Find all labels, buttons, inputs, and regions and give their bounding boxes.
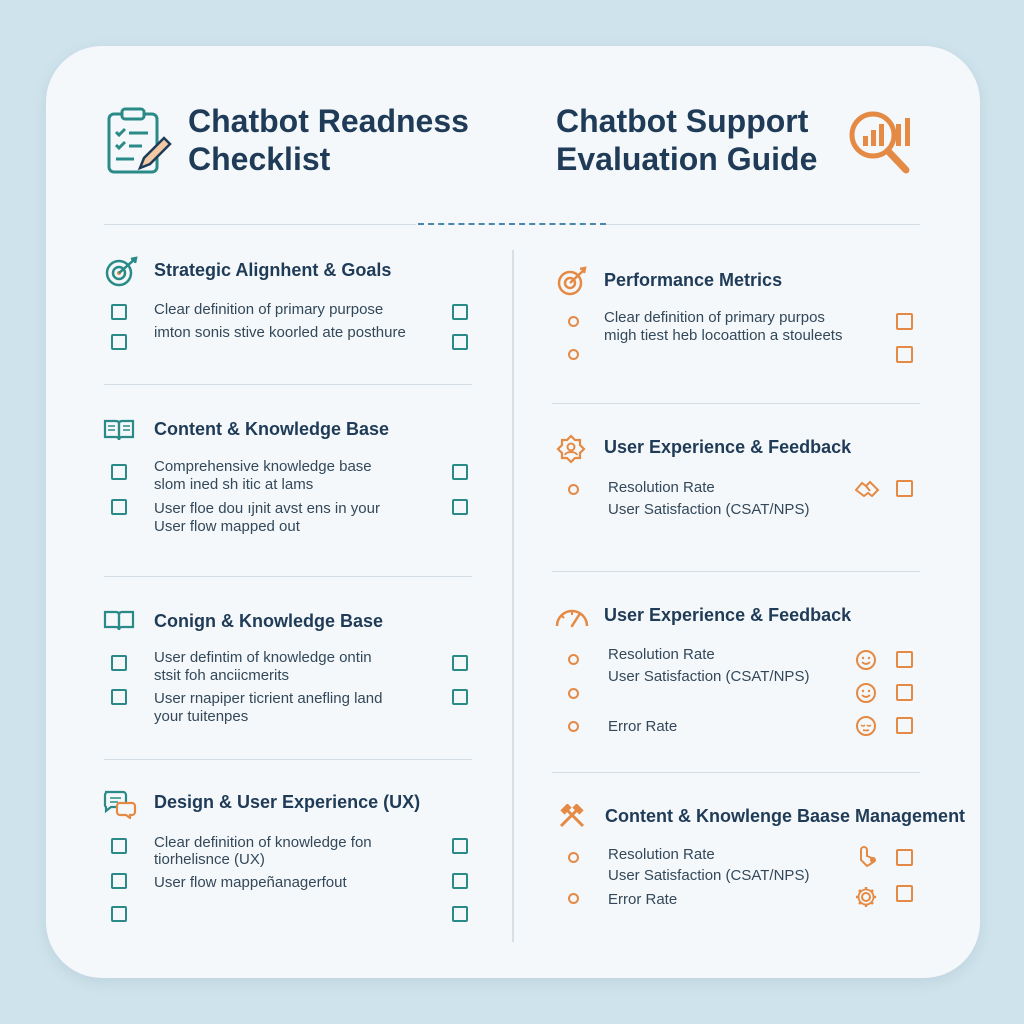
left-s4-item1a: Clear definition of knowledge fon: [154, 834, 372, 851]
smile-face-icon: [855, 649, 877, 671]
bullet-dot: [568, 852, 579, 863]
header-divider-right: [606, 224, 920, 225]
target-icon: [556, 266, 588, 298]
neutral-face-icon: [855, 715, 877, 737]
left-s3-item2b: your tuitenpes: [154, 708, 249, 725]
user-badge-icon: [556, 434, 586, 464]
tools-icon: [556, 804, 588, 830]
right-s1-item1b: migh tiest heb locoattion a stouleets: [604, 327, 843, 344]
right-s3-item2: User Satisfaction (CSAT/NPS): [608, 668, 810, 685]
checkbox[interactable]: [896, 684, 913, 701]
clipboard-checklist-icon: [104, 106, 172, 178]
section-divider: [552, 772, 920, 773]
checkbox[interactable]: [111, 873, 127, 889]
right-s4-item3: Error Rate: [608, 891, 678, 908]
checkbox[interactable]: [111, 655, 127, 671]
checkbox[interactable]: [452, 304, 468, 320]
right-s2-item1: Resolution Rate: [608, 479, 715, 496]
left-section-2-title: Content & Knowledge Base: [154, 419, 390, 439]
checkbox[interactable]: [452, 499, 468, 515]
checkbox[interactable]: [452, 655, 468, 671]
left-s2-item2b: User flow mapped out: [154, 518, 300, 535]
checkbox[interactable]: [896, 885, 913, 902]
chat-bubbles-icon: [102, 789, 138, 819]
bullet-dot: [568, 316, 579, 327]
checkbox[interactable]: [896, 651, 913, 668]
checkbox[interactable]: [111, 838, 127, 854]
checkbox[interactable]: [452, 838, 468, 854]
section-divider: [552, 571, 920, 572]
bullet-dot: [568, 484, 579, 495]
checkbox[interactable]: [896, 717, 913, 734]
checkbox[interactable]: [896, 480, 913, 497]
checkbox[interactable]: [452, 689, 468, 705]
checkbox[interactable]: [111, 689, 127, 705]
bullet-dot: [568, 688, 579, 699]
section-divider: [104, 384, 472, 385]
right-s3-item3: Error Rate: [608, 718, 678, 735]
section-divider: [104, 759, 472, 760]
open-book-icon: [103, 418, 135, 442]
magnifier-chart-icon: [846, 108, 918, 178]
gear-icon: [855, 886, 877, 908]
checkbox[interactable]: [452, 334, 468, 350]
checkbox[interactable]: [111, 334, 127, 350]
bullet-dot: [568, 893, 579, 904]
right-section-4-title: Content & Knowlenge Baase Management: [605, 806, 966, 826]
book-icon: [103, 610, 135, 632]
left-s2-item1b: slom ined sh itic at lams: [154, 476, 314, 493]
left-title: [188, 102, 469, 178]
right-title: [556, 102, 817, 178]
left-section-3-title: Conign & Knowledge Base: [154, 611, 384, 631]
right-s4-item1: Resolution Rate: [608, 846, 715, 863]
checkbox[interactable]: [111, 304, 127, 320]
right-s2-item2: User Satisfaction (CSAT/NPS): [608, 501, 810, 518]
handshake-icon: [854, 478, 880, 500]
left-s1-item2: imton sonis stive koorled ate posthure: [154, 324, 406, 341]
right-s3-item1: Resolution Rate: [608, 646, 715, 663]
bullet-dot: [568, 721, 579, 732]
checkbox[interactable]: [452, 464, 468, 480]
right-section-3-title: User Experience & Feedback: [604, 605, 852, 625]
left-s3-item1b: stsit foh anciicmerits: [154, 667, 290, 684]
left-s4-item1b: tiorhelisnce (UX): [154, 851, 265, 868]
section-divider: [104, 576, 472, 577]
checkbox[interactable]: [896, 849, 913, 866]
left-title-line2: Checklist: [188, 141, 331, 177]
header-divider-dashed: [418, 223, 606, 225]
smile-face-icon: [855, 682, 877, 704]
header-divider-left: [104, 224, 416, 225]
hand-cursor-icon: [855, 846, 879, 868]
left-s1-item1: Clear definition of primary purpose: [154, 301, 384, 318]
bullet-dot: [568, 349, 579, 360]
checkbox[interactable]: [111, 464, 127, 480]
right-s4-item2: User Satisfaction (CSAT/NPS): [608, 867, 810, 884]
speedometer-icon: [554, 604, 590, 630]
section-divider: [552, 403, 920, 404]
checkbox[interactable]: [111, 499, 127, 515]
right-title-line2: Evaluation Guide: [556, 141, 818, 177]
left-s3-item2a: User rnapiper ticrient anefling land: [154, 690, 383, 707]
checkbox[interactable]: [452, 906, 468, 922]
left-section-4-title: Design & User Experience (UX): [154, 792, 421, 812]
checkbox[interactable]: [896, 313, 913, 330]
left-s4-item2: User flow mappeñanagerfout: [154, 874, 347, 891]
checkbox[interactable]: [896, 346, 913, 363]
right-section-1-title: Performance Metrics: [604, 270, 783, 290]
bullet-dot: [568, 654, 579, 665]
checkbox[interactable]: [452, 873, 468, 889]
checkbox[interactable]: [111, 906, 127, 922]
right-section-2-title: User Experience & Feedback: [604, 437, 852, 457]
left-s2-item2a: User floe dou ıjnit avst ens in your: [154, 500, 380, 517]
left-title-line1: Chatbot Readness: [188, 103, 469, 139]
left-s2-item1a: Comprehensive knowledge base: [154, 458, 372, 475]
right-title-line1: Chatbot Support: [556, 103, 809, 139]
left-s3-item1a: User defintim of knowledge ontin: [154, 649, 372, 666]
left-section-1-title: Strategic Alignhent & Goals: [154, 260, 392, 280]
target-icon: [104, 256, 140, 288]
column-divider: [512, 250, 514, 942]
right-s1-item1a: Clear definition of primary purpos: [604, 309, 825, 326]
